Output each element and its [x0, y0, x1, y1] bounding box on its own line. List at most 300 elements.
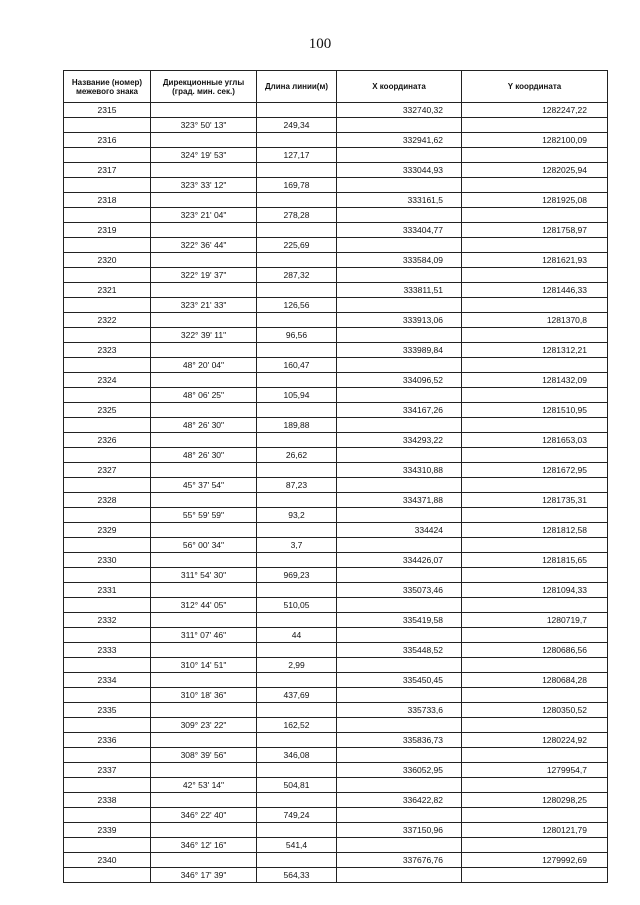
empty-cell [337, 808, 462, 823]
empty-cell [64, 478, 151, 493]
table-row [64, 508, 608, 523]
empty-cell [257, 673, 337, 688]
empty-cell [64, 718, 151, 733]
empty-cell [64, 328, 151, 343]
table-row [64, 223, 608, 238]
table-row [64, 133, 608, 148]
line-length: 510,05 [257, 598, 337, 613]
direction-angle: 42° 53' 14" [151, 778, 257, 793]
table-row [64, 658, 608, 673]
header-angle: Дирекционные углы (град. мин. сек.) [151, 71, 257, 103]
direction-angle: 323° 33' 12" [151, 178, 257, 193]
empty-cell [337, 598, 462, 613]
point-name: 2319 [64, 223, 151, 238]
y-coordinate: 1281312,21 [462, 343, 608, 358]
y-coordinate: 1279992,69 [462, 853, 608, 868]
x-coordinate: 336422,82 [337, 793, 462, 808]
line-length: 504,81 [257, 778, 337, 793]
x-coordinate: 335836,73 [337, 733, 462, 748]
y-coordinate: 1281812,58 [462, 523, 608, 538]
empty-cell [462, 868, 608, 883]
table-row [64, 313, 608, 328]
empty-cell [462, 598, 608, 613]
point-name: 2320 [64, 253, 151, 268]
x-coordinate: 333161,5 [337, 193, 462, 208]
point-name: 2324 [64, 373, 151, 388]
direction-angle: 346° 17' 39" [151, 868, 257, 883]
empty-cell [64, 208, 151, 223]
empty-cell [151, 223, 257, 238]
empty-cell [462, 478, 608, 493]
line-length: 346,08 [257, 748, 337, 763]
empty-cell [151, 133, 257, 148]
empty-cell [462, 238, 608, 253]
empty-cell [462, 148, 608, 163]
table-row [64, 853, 608, 868]
line-length: 278,28 [257, 208, 337, 223]
point-name: 2336 [64, 733, 151, 748]
empty-cell [64, 778, 151, 793]
y-coordinate: 1281815,65 [462, 553, 608, 568]
x-coordinate: 334167,26 [337, 403, 462, 418]
empty-cell [151, 493, 257, 508]
x-coordinate: 333584,09 [337, 253, 462, 268]
x-coordinate: 333404,77 [337, 223, 462, 238]
empty-cell [64, 448, 151, 463]
x-coordinate: 335733,6 [337, 703, 462, 718]
empty-cell [337, 838, 462, 853]
empty-cell [337, 688, 462, 703]
empty-cell [64, 598, 151, 613]
empty-cell [257, 463, 337, 478]
table-row [64, 328, 608, 343]
empty-cell [64, 538, 151, 553]
empty-cell [151, 523, 257, 538]
header-length: Длина линии(м) [257, 71, 337, 103]
empty-cell [64, 658, 151, 673]
header-name: Название (номер) межевого знака [64, 71, 151, 103]
empty-cell [151, 403, 257, 418]
empty-cell [151, 313, 257, 328]
empty-cell [151, 583, 257, 598]
direction-angle: 311° 07' 46" [151, 628, 257, 643]
point-name: 2339 [64, 823, 151, 838]
point-name: 2326 [64, 433, 151, 448]
x-coordinate: 333989,84 [337, 343, 462, 358]
empty-cell [257, 643, 337, 658]
empty-cell [337, 508, 462, 523]
x-coordinate: 334096,52 [337, 373, 462, 388]
y-coordinate: 1281370,8 [462, 313, 608, 328]
empty-cell [257, 853, 337, 868]
x-coordinate: 335419,58 [337, 613, 462, 628]
page-number: 100 [308, 36, 332, 52]
direction-angle: 45° 37' 54" [151, 478, 257, 493]
empty-cell [151, 283, 257, 298]
table-row [64, 718, 608, 733]
table-row [64, 523, 608, 538]
y-coordinate: 1280224,92 [462, 733, 608, 748]
table-row [64, 703, 608, 718]
point-name: 2323 [64, 343, 151, 358]
table-row [64, 793, 608, 808]
empty-cell [64, 268, 151, 283]
table-row [64, 778, 608, 793]
direction-angle: 311° 54' 30" [151, 568, 257, 583]
table-row [64, 628, 608, 643]
table-row [64, 448, 608, 463]
direction-angle: 323° 50' 13" [151, 118, 257, 133]
header-x: X координата [337, 71, 462, 103]
empty-cell [64, 808, 151, 823]
empty-cell [462, 178, 608, 193]
empty-cell [462, 628, 608, 643]
empty-cell [257, 553, 337, 568]
empty-cell [337, 418, 462, 433]
empty-cell [337, 628, 462, 643]
point-name: 2321 [64, 283, 151, 298]
empty-cell [462, 298, 608, 313]
x-coordinate: 333044,93 [337, 163, 462, 178]
empty-cell [151, 613, 257, 628]
direction-angle: 310° 18' 36" [151, 688, 257, 703]
table-row [64, 103, 608, 118]
empty-cell [337, 358, 462, 373]
empty-cell [337, 568, 462, 583]
line-length: 287,32 [257, 268, 337, 283]
y-coordinate: 1282100,09 [462, 133, 608, 148]
table-row [64, 583, 608, 598]
table-row [64, 253, 608, 268]
direction-angle: 309° 23' 22" [151, 718, 257, 733]
table-row [64, 613, 608, 628]
empty-cell [64, 838, 151, 853]
empty-cell [462, 328, 608, 343]
line-length: 3,7 [257, 538, 337, 553]
empty-cell [337, 208, 462, 223]
direction-angle: 346° 12' 16" [151, 838, 257, 853]
empty-cell [337, 268, 462, 283]
point-name: 2337 [64, 763, 151, 778]
empty-cell [64, 388, 151, 403]
y-coordinate: 1281094,33 [462, 583, 608, 598]
empty-cell [64, 118, 151, 133]
point-name: 2325 [64, 403, 151, 418]
table-row [64, 163, 608, 178]
table-row [64, 553, 608, 568]
empty-cell [337, 328, 462, 343]
empty-cell [337, 748, 462, 763]
y-coordinate: 1282025,94 [462, 163, 608, 178]
line-length: 160,47 [257, 358, 337, 373]
empty-cell [462, 538, 608, 553]
point-name: 2316 [64, 133, 151, 148]
empty-cell [151, 823, 257, 838]
line-length: 225,69 [257, 238, 337, 253]
table-header-row [64, 71, 608, 103]
empty-cell [337, 478, 462, 493]
empty-cell [151, 163, 257, 178]
y-coordinate: 1280719,7 [462, 613, 608, 628]
line-length: 249,34 [257, 118, 337, 133]
empty-cell [257, 493, 337, 508]
empty-cell [257, 613, 337, 628]
empty-cell [462, 118, 608, 133]
empty-cell [151, 433, 257, 448]
line-length: 162,52 [257, 718, 337, 733]
empty-cell [151, 343, 257, 358]
empty-cell [64, 298, 151, 313]
empty-cell [151, 853, 257, 868]
empty-cell [257, 313, 337, 328]
empty-cell [64, 748, 151, 763]
x-coordinate: 334371,88 [337, 493, 462, 508]
empty-cell [257, 523, 337, 538]
direction-angle: 48° 26' 30" [151, 448, 257, 463]
header-y: Y координата [462, 71, 608, 103]
empty-cell [462, 718, 608, 733]
x-coordinate: 333811,51 [337, 283, 462, 298]
table-row [64, 748, 608, 763]
table-row [64, 478, 608, 493]
empty-cell [462, 838, 608, 853]
point-name: 2317 [64, 163, 151, 178]
empty-cell [64, 238, 151, 253]
y-coordinate: 1280686,56 [462, 643, 608, 658]
table-row [64, 838, 608, 853]
line-length: 189,88 [257, 418, 337, 433]
line-length: 26,62 [257, 448, 337, 463]
empty-cell [64, 358, 151, 373]
y-coordinate: 1281735,31 [462, 493, 608, 508]
point-name: 2318 [64, 193, 151, 208]
y-coordinate: 1280298,25 [462, 793, 608, 808]
empty-cell [257, 373, 337, 388]
table-row [64, 688, 608, 703]
empty-cell [462, 808, 608, 823]
empty-cell [462, 688, 608, 703]
line-length: 564,33 [257, 868, 337, 883]
direction-angle: 48° 06' 25" [151, 388, 257, 403]
table-row [64, 178, 608, 193]
empty-cell [462, 418, 608, 433]
line-length: 437,69 [257, 688, 337, 703]
point-name: 2315 [64, 103, 151, 118]
empty-cell [64, 178, 151, 193]
empty-cell [462, 268, 608, 283]
empty-cell [151, 643, 257, 658]
y-coordinate: 1281510,95 [462, 403, 608, 418]
point-name: 2327 [64, 463, 151, 478]
empty-cell [257, 583, 337, 598]
y-coordinate: 1281672,95 [462, 463, 608, 478]
line-length: 541,4 [257, 838, 337, 853]
table-row [64, 868, 608, 883]
table-row [64, 763, 608, 778]
point-name: 2322 [64, 313, 151, 328]
direction-angle: 56° 00' 34" [151, 538, 257, 553]
point-name: 2328 [64, 493, 151, 508]
table-row [64, 298, 608, 313]
table-row [64, 673, 608, 688]
empty-cell [462, 448, 608, 463]
point-name: 2340 [64, 853, 151, 868]
x-coordinate: 337150,96 [337, 823, 462, 838]
x-coordinate: 333913,06 [337, 313, 462, 328]
line-length: 127,17 [257, 148, 337, 163]
x-coordinate: 334293,22 [337, 433, 462, 448]
table-row [64, 268, 608, 283]
line-length: 93,2 [257, 508, 337, 523]
table-body [64, 103, 608, 883]
empty-cell [337, 538, 462, 553]
empty-cell [462, 358, 608, 373]
empty-cell [337, 238, 462, 253]
empty-cell [64, 508, 151, 523]
table-row [64, 643, 608, 658]
y-coordinate: 1281653,03 [462, 433, 608, 448]
empty-cell [151, 193, 257, 208]
direction-angle: 48° 26' 30" [151, 418, 257, 433]
table-row [64, 148, 608, 163]
y-coordinate: 1282247,22 [462, 103, 608, 118]
point-name: 2333 [64, 643, 151, 658]
x-coordinate: 332740,32 [337, 103, 462, 118]
empty-cell [337, 718, 462, 733]
empty-cell [257, 133, 337, 148]
empty-cell [64, 418, 151, 433]
empty-cell [257, 763, 337, 778]
empty-cell [64, 568, 151, 583]
table-row [64, 388, 608, 403]
direction-angle: 346° 22' 40" [151, 808, 257, 823]
table-row [64, 418, 608, 433]
direction-angle: 48° 20' 04" [151, 358, 257, 373]
empty-cell [337, 658, 462, 673]
empty-cell [257, 343, 337, 358]
point-name: 2338 [64, 793, 151, 808]
y-coordinate: 1279954,7 [462, 763, 608, 778]
empty-cell [64, 148, 151, 163]
empty-cell [257, 703, 337, 718]
y-coordinate: 1280684,28 [462, 673, 608, 688]
x-coordinate: 334426,07 [337, 553, 462, 568]
point-name: 2332 [64, 613, 151, 628]
empty-cell [337, 778, 462, 793]
empty-cell [462, 748, 608, 763]
empty-cell [462, 388, 608, 403]
direction-angle: 55° 59' 59" [151, 508, 257, 523]
direction-angle: 323° 21' 04" [151, 208, 257, 223]
empty-cell [257, 793, 337, 808]
y-coordinate: 1281925,08 [462, 193, 608, 208]
line-length: 126,56 [257, 298, 337, 313]
direction-angle: 308° 39' 56" [151, 748, 257, 763]
empty-cell [64, 688, 151, 703]
empty-cell [151, 763, 257, 778]
empty-cell [257, 283, 337, 298]
empty-cell [337, 178, 462, 193]
table-row [64, 403, 608, 418]
line-length: 44 [257, 628, 337, 643]
empty-cell [337, 868, 462, 883]
table-row [64, 208, 608, 223]
empty-cell [257, 403, 337, 418]
table-row [64, 118, 608, 133]
table-row [64, 733, 608, 748]
table-row [64, 823, 608, 838]
empty-cell [257, 823, 337, 838]
empty-cell [151, 673, 257, 688]
y-coordinate: 1281758,97 [462, 223, 608, 238]
line-length: 105,94 [257, 388, 337, 403]
empty-cell [151, 103, 257, 118]
direction-angle: 312° 44' 05" [151, 598, 257, 613]
table-row [64, 598, 608, 613]
empty-cell [337, 148, 462, 163]
line-length: 749,24 [257, 808, 337, 823]
empty-cell [337, 448, 462, 463]
empty-cell [257, 253, 337, 268]
point-name: 2329 [64, 523, 151, 538]
table-row [64, 463, 608, 478]
table-row [64, 808, 608, 823]
line-length: 87,23 [257, 478, 337, 493]
table-row [64, 433, 608, 448]
empty-cell [151, 703, 257, 718]
direction-angle: 322° 39' 11" [151, 328, 257, 343]
x-coordinate: 336052,95 [337, 763, 462, 778]
empty-cell [462, 568, 608, 583]
direction-angle: 322° 36' 44" [151, 238, 257, 253]
point-name: 2331 [64, 583, 151, 598]
direction-angle: 322° 19' 37" [151, 268, 257, 283]
y-coordinate: 1280121,79 [462, 823, 608, 838]
x-coordinate: 334310,88 [337, 463, 462, 478]
y-coordinate: 1281621,93 [462, 253, 608, 268]
y-coordinate: 1280350,52 [462, 703, 608, 718]
x-coordinate: 335073,46 [337, 583, 462, 598]
empty-cell [337, 388, 462, 403]
direction-angle: 324° 19' 53" [151, 148, 257, 163]
coordinates-table [63, 70, 608, 883]
empty-cell [257, 193, 337, 208]
table-row [64, 283, 608, 298]
empty-cell [462, 658, 608, 673]
empty-cell [151, 253, 257, 268]
empty-cell [337, 118, 462, 133]
table-row [64, 358, 608, 373]
x-coordinate: 332941,62 [337, 133, 462, 148]
point-name: 2334 [64, 673, 151, 688]
x-coordinate: 335448,52 [337, 643, 462, 658]
table-row [64, 343, 608, 358]
empty-cell [462, 508, 608, 523]
empty-cell [257, 103, 337, 118]
empty-cell [151, 553, 257, 568]
empty-cell [462, 778, 608, 793]
line-length: 96,56 [257, 328, 337, 343]
point-name: 2335 [64, 703, 151, 718]
line-length: 2,99 [257, 658, 337, 673]
direction-angle: 323° 21' 33" [151, 298, 257, 313]
empty-cell [462, 208, 608, 223]
x-coordinate: 337676,76 [337, 853, 462, 868]
empty-cell [151, 463, 257, 478]
empty-cell [257, 733, 337, 748]
direction-angle: 310° 14' 51" [151, 658, 257, 673]
table-row [64, 238, 608, 253]
